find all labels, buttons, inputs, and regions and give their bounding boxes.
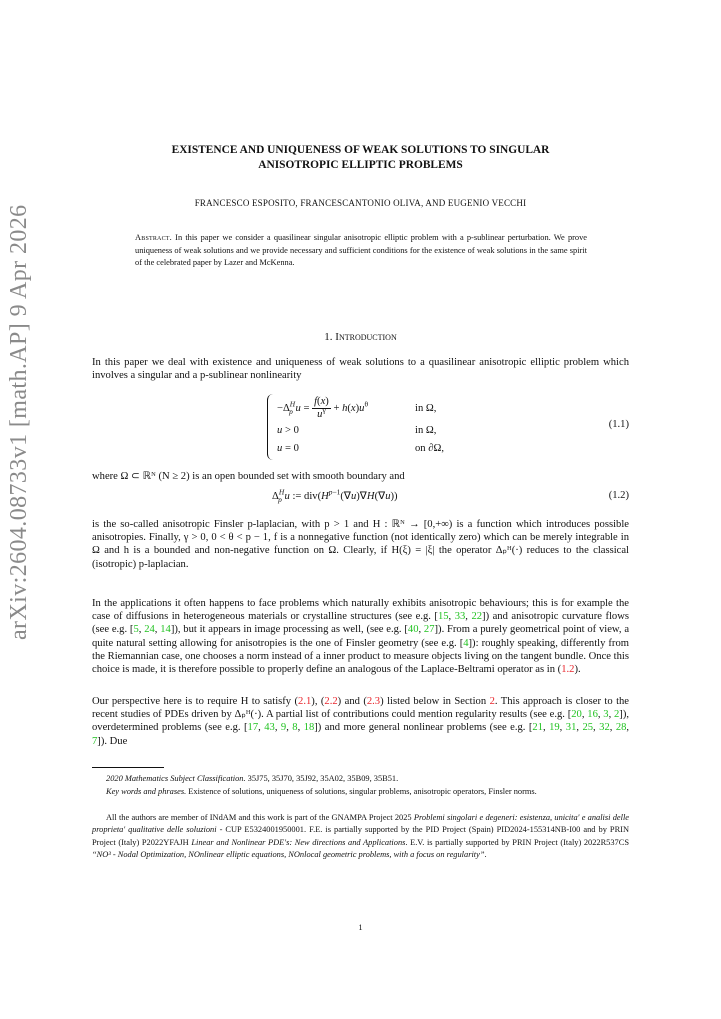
left-brace bbox=[267, 394, 274, 460]
system-row-2: u > 0 bbox=[277, 425, 299, 436]
funding-project-title: Problemi singolari e degeneri: esistenza, unicita' e analisi delle proprieta' qualitative delle soluzioni bbox=[92, 813, 629, 835]
system-row-1: $-\Delta^H_p$ u = $\frac{f(x)}{u^\gamma}$ + $h(x)u^\theta$ bbox=[277, 396, 369, 420]
p4-text-f: Due bbox=[109, 735, 128, 747]
citation-link[interactable]: 8 bbox=[292, 722, 298, 734]
equation-number-1-1: (1.1) bbox=[608, 419, 629, 430]
author-list: FRANCESCO ESPOSITO, FRANCESCANTONIO OLIVA, AND EUGENIO VECCHI bbox=[194, 198, 527, 208]
equation-ref-link[interactable]: 1.2 bbox=[561, 664, 575, 676]
citation-link[interactable]: 5 bbox=[133, 624, 139, 636]
p4-text-c: This approach is closer to the recent studies of PDEs driven by Δₚᴴ(·). A partial list of contributions could mention regularity results (see e.g. bbox=[92, 696, 630, 721]
footnote-msc bbox=[92, 773, 629, 785]
intro-paragraph-4: Our perspective here is to require H to satisfy (2.1), (2.2) and (2.3) listed below in Section 2. This approach is closer to the recent studies of PDEs driven by Δₚᴴ(·). A partial list of contributions could mention regularity results (see e.g. [20, 16, 3, 2]), overdetermined problems (see e.g. [17, 43, 9, 8, 18]) and more general nonlinear problems (see e.g. [21, 19, 31, 25, 32, 28, 7]). Due bbox=[92, 696, 630, 747]
p4-text-d: overdetermined problems (see e.g. bbox=[92, 722, 241, 734]
citation-link[interactable]: 9 bbox=[280, 722, 287, 734]
p3-text-b: and anisotropic curvature flows (see e.g. bbox=[92, 611, 629, 636]
condition-1: in Ω, bbox=[415, 403, 437, 414]
msc-label: 2020 Mathematics Subject Classification. bbox=[106, 774, 246, 783]
section-ref-link[interactable]: 2 bbox=[489, 696, 495, 707]
title-line-2: ANISOTROPIC ELLIPTIC PROBLEMS bbox=[258, 159, 463, 171]
funding-text-2: - CUP E5324001950001. F.E. is partially supported by the PID Project (Spain) PID2024-155314NB-I00 and by PRIN Project (Italy) P2022YFAJH bbox=[92, 825, 629, 847]
msc-codes: 35J75, 35J70, 35J92, 35A02, 35B09, 35B51. bbox=[247, 774, 399, 783]
citation-link[interactable]: 31 bbox=[565, 722, 577, 734]
page-number: 1 bbox=[358, 922, 363, 932]
p3-text-d: From a purely geometrical point of view, a quite natural setting allowing for anisotropies is the one of Finsler geometry (see e.g. bbox=[92, 624, 630, 649]
finsler-laplacian-definition: $\Delta^H_p$ u := $div(H^{p-1}(\nabla u)\nabla H(\nabla u))$ bbox=[272, 487, 398, 505]
arxiv-stamp: arXiv:2604.08733v1 [math.AP] 9 Apr 2026 bbox=[6, 204, 32, 640]
citation-link[interactable]: 28 bbox=[615, 722, 627, 734]
p3-text-a: In the applications it often happens to face problems which naturally exhibits anisotropic behaviours; this is for example the case of diffusions in heterogeneous materials or crystalline structures (see e.g. bbox=[92, 598, 629, 623]
abstract-label: Abstract. bbox=[135, 233, 172, 242]
p4-text-a: Our perspective here is to require H to satisfy bbox=[92, 696, 292, 707]
funding-text-3: . E.V. is partially supported by PRIN Project (Italy) 2022R537CS bbox=[405, 837, 629, 847]
citation-link[interactable]: 7 bbox=[92, 735, 98, 747]
p3-text-e: roughly speaking, differently from the Riemannian case, one chooses a norm instead of a inner product to measure objects living on the tangent bundle. Once this choice is made, it is therefore possible to properly define an analogous of the Laplace-Beltrami operator as in bbox=[92, 637, 629, 676]
equation-1-1 bbox=[92, 394, 629, 464]
citation-link[interactable]: 22 bbox=[471, 611, 483, 623]
abstract-text: In this paper we consider a quasilinear singular anisotropic elliptic problem with a p-sublinear perturbation. We prove uniqueness of weak solutions and we provide necessary and sufficient conditions for the existence of weak solutions in the same spirit of the celebrated paper by Lazer and McKenna. bbox=[135, 233, 588, 268]
footnote-keywords bbox=[92, 786, 629, 798]
section-title: Introduction bbox=[335, 331, 397, 343]
funding-end: . bbox=[484, 850, 487, 860]
citation-link[interactable]: 33 bbox=[454, 611, 466, 623]
citation-link[interactable]: 27 bbox=[423, 624, 435, 636]
title-line-1: EXISTENCE AND UNIQUENESS OF WEAK SOLUTIONS TO SINGULAR bbox=[171, 144, 550, 156]
citation-link[interactable]: 18 bbox=[303, 722, 315, 734]
intro-paragraph-2: is the so-called anisotropic Finsler p-laplacian, with p > 1 and H : ℝᴺ → [0,+∞) is a function which introduces possible anisotropies. Finally, γ > 0, 0 < θ < p − 1, f is a nonnegative function (not identically zero) which can be merely integrable in Ω and h is a bounded and non-negative function on Ω. Clearly, if H(ξ) = |ξ| the operator Δₚᴴ(·) reduces to the classical (isotropic) p-laplacian. bbox=[92, 519, 629, 570]
citation-link[interactable]: 32 bbox=[599, 722, 610, 734]
where-line: where Ω ⊂ ℝᴺ (N ≥ 2) is an open bounded set with smooth boundary and bbox=[92, 471, 405, 482]
keywords-label: Key words and phrases. bbox=[106, 787, 187, 796]
footnote-divider bbox=[92, 767, 164, 768]
funding-project-title-3: “NO³ - Nodal Optimization, NOnlinear elliptic equations, NOnlocal geometric problems, with a focus on regularity” bbox=[92, 850, 485, 860]
condition-2: in Ω, bbox=[415, 425, 437, 436]
citation-link[interactable]: 4 bbox=[463, 637, 469, 649]
condition-3: on ∂Ω, bbox=[415, 443, 444, 454]
citation-link[interactable]: 14 bbox=[160, 624, 171, 636]
citation-link[interactable]: 21 bbox=[532, 722, 543, 734]
citation-link[interactable]: 15 bbox=[437, 611, 449, 623]
equation-number-1-2: (1.2) bbox=[608, 490, 629, 501]
equation-ref-link[interactable]: 2.2 bbox=[324, 696, 338, 707]
citation-link[interactable]: 40 bbox=[407, 624, 419, 636]
section-heading bbox=[92, 331, 629, 343]
abstract bbox=[135, 232, 587, 270]
intro-paragraph-3: In the applications it often happens to face problems which naturally exhibits anisotropic behaviours; this is for example the case of diffusions in heterogeneous materials or crystalline structures (see e.g. [15, 33, 22]) and anisotropic curvature flows (see e.g. [5, 24, 14]), but it appears in image processing as well, (see e.g. [40, 27]). From a purely geometrical point of view, a quite natural setting allowing for anisotropies is the one of Finsler geometry (see e.g. [4]): roughly speaking, differently from the Riemannian case, one chooses a norm instead of a inner product to measure objects living on the tangent bundle. Once this choice is made, it is therefore possible to properly define an analogous of the Laplace-Beltrami operator as in (1.2). bbox=[92, 598, 630, 676]
p3-text-c: but it appears in image processing as well, (see e.g. bbox=[183, 624, 402, 636]
paper-title bbox=[92, 143, 629, 173]
citation-link[interactable]: 3 bbox=[603, 709, 609, 721]
citation-link[interactable]: 16 bbox=[587, 709, 598, 721]
section-number: 1. bbox=[324, 331, 333, 343]
citation-link[interactable]: 2 bbox=[614, 709, 620, 721]
funding-text-1: All the authors are member of INdAM and this work is part of the GNAMPA Project 2025 bbox=[106, 813, 412, 822]
system-row-3: u = 0 bbox=[277, 443, 299, 454]
citation-link[interactable]: 20 bbox=[571, 709, 582, 721]
footnote-funding bbox=[92, 812, 629, 862]
funding-project-title-2: Linear and Nonlinear PDE's: New directions and Applications bbox=[191, 837, 406, 847]
equation-ref-link[interactable]: 2.1 bbox=[298, 696, 312, 707]
equation-1-2 bbox=[92, 487, 629, 508]
equation-ref-link[interactable]: 2.3 bbox=[366, 696, 381, 707]
p4-text-b: listed below in Section bbox=[387, 696, 487, 707]
p4-text-e: and more general nonlinear problems (see e.g. bbox=[324, 722, 526, 734]
intro-paragraph-1: In this paper we deal with existence and uniqueness of weak solutions to a quasilinear anisotropic elliptic problem which involves a singular and a p-sublinear nonlinearity bbox=[92, 357, 629, 382]
citation-link[interactable]: 24 bbox=[144, 624, 155, 636]
citation-link[interactable]: 25 bbox=[582, 722, 594, 734]
keywords-text: Existence of solutions, uniqueness of solutions, singular problems, anisotropic operators, Finsler norms. bbox=[188, 787, 537, 796]
citation-link[interactable]: 17 bbox=[247, 722, 259, 734]
citation-link[interactable]: 19 bbox=[549, 722, 560, 734]
citation-link[interactable]: 43 bbox=[264, 722, 275, 734]
